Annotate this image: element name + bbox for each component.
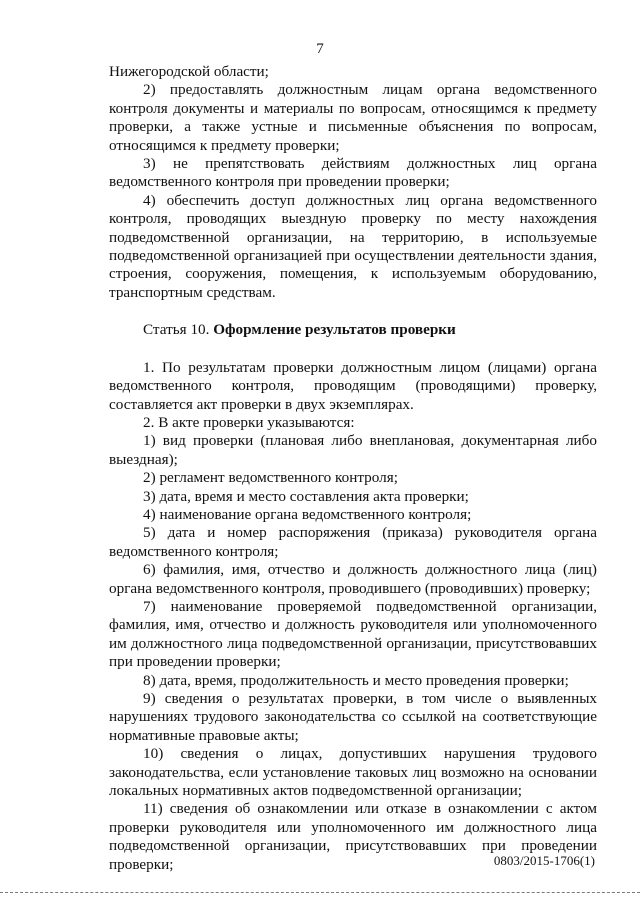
document-body bbox=[109, 63, 597, 874]
paragraph-item-4: 4) обеспечить доступ должностных лиц органа ведомственного контроля, проводящих выездную проверку по месту нахождения подведомственной организации, на территорию, в используемые подведомственной организацией при осуществлении деятельности здания, строения, сооружения, помещения, к используемым оборудованию, транспортным средствам. bbox=[109, 191, 597, 301]
act-item-8: 8) дата, время, продолжительность и место проведения проверки; bbox=[143, 671, 569, 689]
article-paragraph-2: 2. В акте проверки указываются: bbox=[143, 413, 355, 431]
act-item-5: 5) дата и номер распоряжения (приказа) руководителя органа ведомственного контроля; bbox=[109, 524, 597, 560]
page-number: 7 bbox=[316, 41, 324, 57]
paragraph-continuation: Нижегородской области; bbox=[109, 63, 269, 80]
act-item-6: 6) фамилия, имя, отчество и должность должностного лица (лиц) органа ведомственного контроля, проводившего (проводивших) проверку; bbox=[109, 561, 597, 597]
article-prefix: Статья 10. bbox=[143, 321, 214, 339]
article-heading bbox=[109, 321, 597, 339]
act-item-2: 2) регламент ведомственного контроля; bbox=[143, 469, 398, 487]
act-item-1: 1) вид проверки (плановая либо внеплановая, документарная либо выездная); bbox=[109, 432, 597, 468]
paragraph-item-3: 3) не препятствовать действиям должностных лиц органа ведомственного контроля при проведении проверки; bbox=[109, 155, 597, 191]
act-item-3: 3) дата, время и место составления акта проверки; bbox=[143, 487, 469, 505]
act-item-10: 10) сведения о лицах, допустивших нарушения трудового законодательства, если установление таковых лиц возможно на основании локальных нормативных актов подведомственной организации; bbox=[109, 745, 597, 800]
paragraph-item-2: 2) предоставлять должностным лицам органа ведомственного контроля документы и материалы по вопросам, относящимся к предмету проверки, а также устные и письменные объяснения по вопросам, относящимся к предмету проверки; bbox=[109, 81, 597, 154]
act-item-11: 11) сведения об ознакомлении или отказе в ознакомлении с актом проверки руководителя или уполномоченного им должностного лица подведомственной организации, присутствовавших при проведении проверки; bbox=[109, 800, 597, 873]
act-item-7: 7) наименование проверяемой подведомственной организации, фамилия, имя, отчество и должность руководителя или уполномоченного им должностного лица подведомственной организации, присутствовавших при проведении проверки; bbox=[109, 597, 597, 671]
document-code: 0803/2015-1706(1) bbox=[493, 853, 595, 868]
article-title: Оформление результатов проверки bbox=[213, 321, 456, 339]
act-item-4: 4) наименование органа ведомственного контроля; bbox=[143, 505, 472, 523]
article-paragraph-1: 1. По результатам проверки должностным лицом (лицами) органа ведомственного контроля, проводящим (проводящими) проверку, составляется акт проверки в двух экземплярах. bbox=[109, 358, 597, 413]
scan-edge-line bbox=[0, 892, 640, 896]
act-item-9: 9) сведения о результатах проверки, в том числе о выявленных нарушениях трудового законодательства со ссылкой на соответствующие нормативные правовые акты; bbox=[109, 690, 597, 744]
